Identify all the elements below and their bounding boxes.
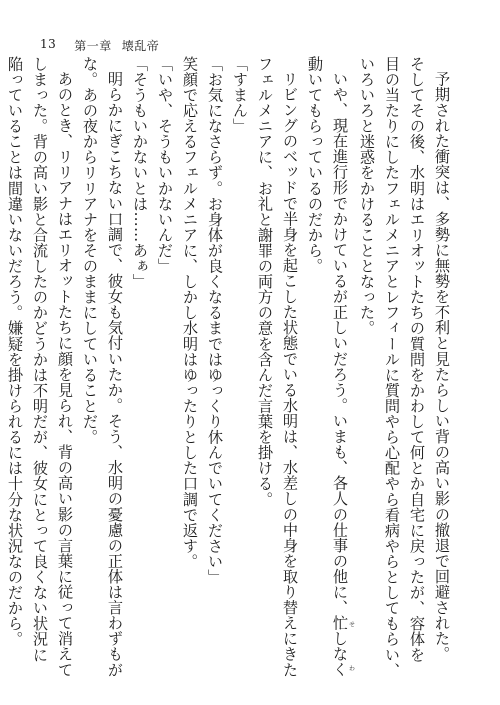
ruby-reading: せわ bbox=[347, 615, 355, 678]
chapter-title: 壊乱帝 bbox=[121, 39, 160, 53]
page-header bbox=[40, 37, 159, 54]
text-line: あのとき、リリアナはエリオットたちに顔を見られ、背の高い影の言葉に従って消えて bbox=[56, 71, 74, 678]
text-line: 「そうもいかないとは……あぁ」 bbox=[131, 56, 149, 290]
text-line: 目の当たりにしたフェルメニアとレフィールに質問やら心配やら看病やらとしてもらい、 bbox=[383, 56, 401, 678]
text-line: 「すまん」 bbox=[231, 56, 249, 134]
text-line: 陥っていることは間違いないだろう。嫌疑を掛けられるには十分な状況なのだから。 bbox=[6, 56, 24, 647]
vertical-body-text bbox=[6, 56, 454, 678]
ruby-word bbox=[331, 615, 355, 678]
text-line: いや、現在進行形でかけているが正しいだろう。いまも、各人の仕事の他に、忙しなくせわ bbox=[331, 71, 355, 678]
text-line: しまった。背の高い影と合流したのかどうかは不明だが、彼女にとって良くない状況に bbox=[31, 56, 49, 663]
page-number: 13 bbox=[40, 37, 57, 51]
chapter-heading bbox=[74, 37, 159, 54]
text-line: そしてその後、水明はエリオットたちの質問をかわして何とか自宅に戻ったが、容体を bbox=[408, 56, 426, 663]
text-line: 「お気になさらず。お身体が良くなるまではゆっくり休んでいてください」 bbox=[206, 56, 224, 585]
ruby-base: 忙しなく bbox=[331, 615, 349, 678]
text-line: 予期された衝突は、多勢に無勢を不利と見たらしい背の高い影の撤退で回避された。 bbox=[433, 71, 451, 663]
text-line: いろいろと迷惑をかけることとなった。 bbox=[358, 56, 376, 336]
text-line: 「いや、そうもいかないんだ」 bbox=[156, 56, 174, 274]
text-line: リビングのベッドで半身を起こした状態でいる水明は、水差しの中身を取り替えにきた bbox=[281, 71, 299, 678]
chapter-number: 第一章 bbox=[74, 39, 112, 53]
text-line: フェルメニアに、お礼と謝罪の両方の意を含んだ言葉を掛ける。 bbox=[256, 56, 274, 507]
text-line: 笑顔で応えるフェルメニアに、しかし水明はゆったりとした口調で返す。 bbox=[181, 56, 199, 570]
text-line: 明らかにぎこちない口調で、彼女も気付いたか。そう、水明の憂慮の正体は言わずもが bbox=[106, 71, 124, 678]
text-line: な。あの夜からリリアナをそのままにしていることだ。 bbox=[81, 56, 99, 445]
text-line: 動いてもらっているのだから。 bbox=[306, 56, 324, 274]
